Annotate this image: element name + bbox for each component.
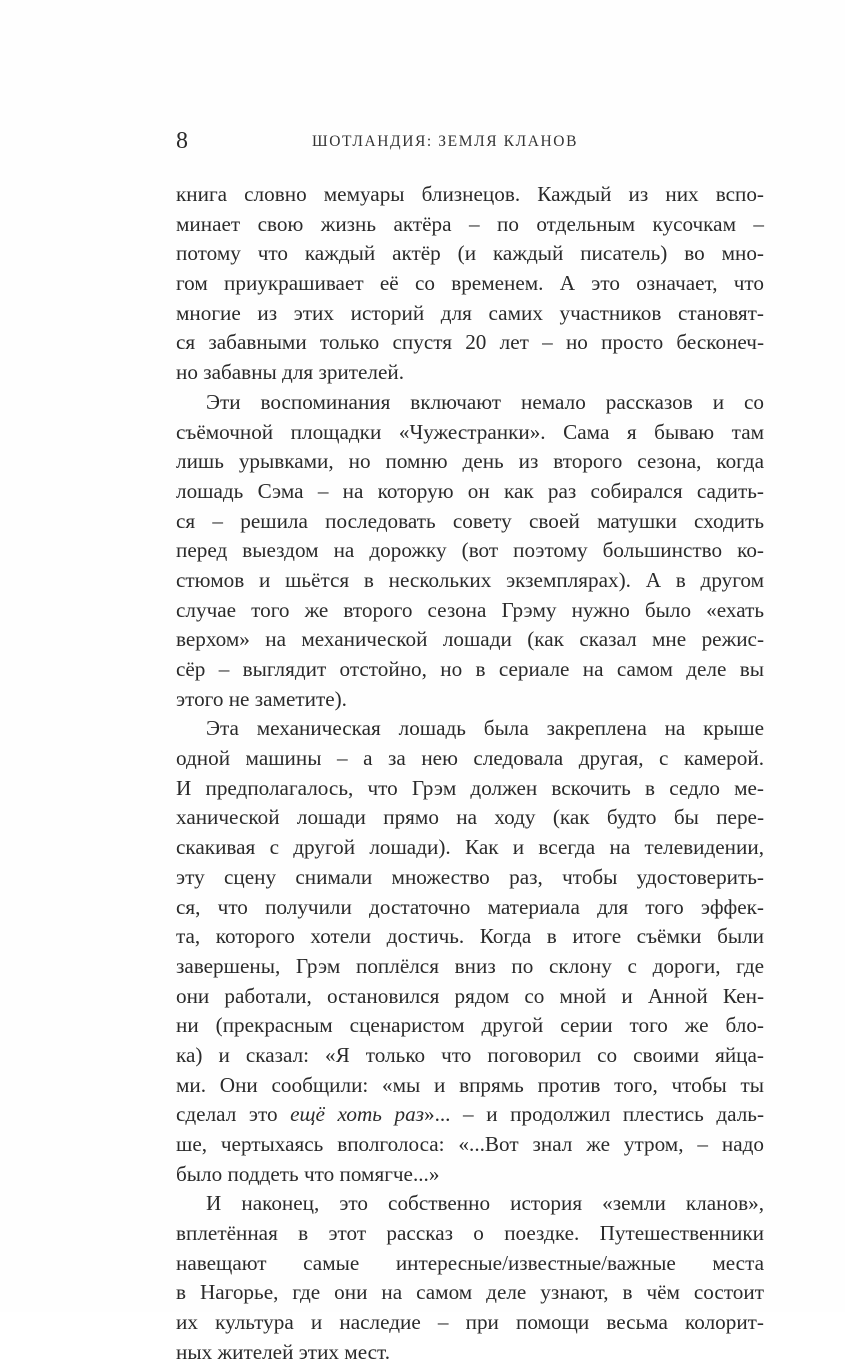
text-line-content: вплетённая в этот рассказ о поездке. Путешественники (176, 1221, 764, 1246)
text-line (176, 1189, 764, 1219)
text-line-content: завершены, Грэм поплёлся вниз по склону с дороги, где (176, 953, 764, 978)
text-line (176, 507, 764, 537)
text-line-content: но забавны для зрителей. (176, 360, 405, 385)
text-line (176, 180, 764, 210)
text-line (176, 1041, 764, 1071)
text-line (176, 447, 764, 477)
text-line-content: многие из этих историй для самих участников становят- (176, 300, 764, 325)
text-line (176, 744, 764, 774)
text-line (176, 328, 764, 358)
text-line-content: ся, что получили достаточно материала для того эффек- (176, 894, 764, 919)
text-line-content: они работали, остановился рядом со мной и Анной Кен- (176, 983, 764, 1008)
running-head (176, 126, 764, 156)
text-line-content: лошадь Сэма – на которую он как раз собирался садить- (176, 478, 764, 503)
text-line-content: перед выездом на дорожку (вот поэтому большинство ко- (176, 538, 764, 563)
text-line-content: минает свою жизнь актёра – по отдельным кусочкам – (176, 211, 764, 236)
text-line (176, 1011, 764, 1041)
text-run: »... – и продолжил плестись даль- (423, 1102, 764, 1127)
text-line-content: И предполагалось, что Грэм должен вскочить в седло ме- (176, 775, 764, 800)
text-line-content: одной машины – а за нею следовала другая, с камерой. (176, 746, 764, 771)
text-line (176, 536, 764, 566)
text-line (176, 477, 764, 507)
text-line-content: верхом» на механической лошади (как сказал мне режис- (176, 627, 764, 652)
text-line (176, 1160, 764, 1190)
text-line-content: этого не заметите). (176, 686, 347, 711)
body-text (176, 180, 764, 1368)
text-line (176, 358, 764, 388)
text-line (176, 863, 764, 893)
text-line-content: ни (прекрасным сценаристом другой серии того же бло- (176, 1013, 764, 1038)
text-line (176, 210, 764, 240)
text-line-content: ся – решила последовать совету своей матушки сходить (176, 508, 764, 533)
text-line (176, 685, 764, 715)
text-line-content: случае того же второго сезона Грэму нужно было «ехать (176, 597, 764, 622)
text-line-content: съёмочной площадки «Чужестранки». Сама я бываю там (176, 419, 764, 444)
text-line-content: книга словно мемуары близнецов. Каждый из них вспо- (176, 182, 764, 206)
text-line (176, 655, 764, 685)
text-line-content: стюмов и шьётся в нескольких экземплярах). А в другом (176, 567, 764, 592)
text-line-content: скакивая с другой лошади). Как и всегда на телевидении, (176, 835, 764, 860)
text-line (176, 1071, 764, 1101)
text-line-content: ся забавными только спустя 20 лет – но просто бесконеч- (176, 330, 764, 355)
text-line (176, 1219, 764, 1249)
text-line (176, 982, 764, 1012)
text-line (176, 1308, 764, 1338)
text-line (176, 1278, 764, 1308)
text-line (176, 269, 764, 299)
text-line (176, 1100, 764, 1130)
running-title: ШОТЛАНДИЯ: ЗЕМЛЯ КЛАНОВ (312, 133, 579, 150)
text-line-content: их культура и наследие – при помощи весьма колорит- (176, 1310, 764, 1335)
text-line-content: ных жителей этих мест. (176, 1339, 391, 1364)
text-line (176, 625, 764, 655)
text-line-content: потому что каждый актёр (и каждый писатель) во мно- (176, 241, 764, 266)
text-line-content: ми. Они сообщили: «мы и впрямь против того, чтобы ты (176, 1072, 764, 1097)
text-line (176, 566, 764, 596)
text-line-content: ше, чертыхаясь вполголоса: «...Вот знал же утром, – надо (176, 1132, 764, 1156)
italic-emphasis: ещё хоть раз (290, 1102, 424, 1127)
text-line (176, 803, 764, 833)
text-line (176, 1338, 764, 1368)
text-line-content: лишь урывками, но помню день из второго сезона, когда (176, 449, 764, 474)
text-line-content: эту сцену снимали множество раз, чтобы удостоверить- (176, 864, 764, 889)
text-line-content: ка) и сказал: «Я только что поговорил со своими яйца- (176, 1042, 764, 1067)
text-line (176, 299, 764, 329)
text-line-content: та, которого хотели достичь. Когда в итоге съёмки были (176, 924, 764, 949)
page-number: 8 (176, 128, 188, 154)
text-line (176, 922, 764, 952)
text-line-content: было поддеть что помягче...» (176, 1161, 440, 1186)
text-line (176, 1249, 764, 1279)
text-line-content: навещают самые интересные/известные/важные места (176, 1250, 764, 1275)
text-line (176, 388, 764, 418)
text-line (176, 714, 764, 744)
text-line (176, 774, 764, 804)
text-line (176, 596, 764, 626)
text-line-content: И наконец, это собственно история «земли кланов», (206, 1191, 764, 1216)
text-line-content: Эта механическая лошадь была закреплена на крыше (206, 716, 764, 741)
text-line (176, 239, 764, 269)
text-line (176, 952, 764, 982)
text-line (176, 893, 764, 923)
text-line (176, 1130, 764, 1160)
text-line-content: Эти воспоминания включают немало рассказов и со (206, 389, 764, 414)
text-line-content: в Нагорье, где они на самом деле узнают, в чём состоит (176, 1280, 764, 1305)
text-line-content: ханической лошади прямо на ходу (как будто бы пере- (176, 805, 764, 830)
text-line (176, 418, 764, 448)
text-run: сделал это (176, 1102, 291, 1127)
text-line-content: гом приукрашивает её со временем. А это означает, что (176, 271, 764, 296)
text-line-content (176, 1100, 764, 1130)
text-line (176, 833, 764, 863)
text-line-content: сёр – выглядит отстойно, но в сериале на самом деле вы (176, 657, 764, 681)
